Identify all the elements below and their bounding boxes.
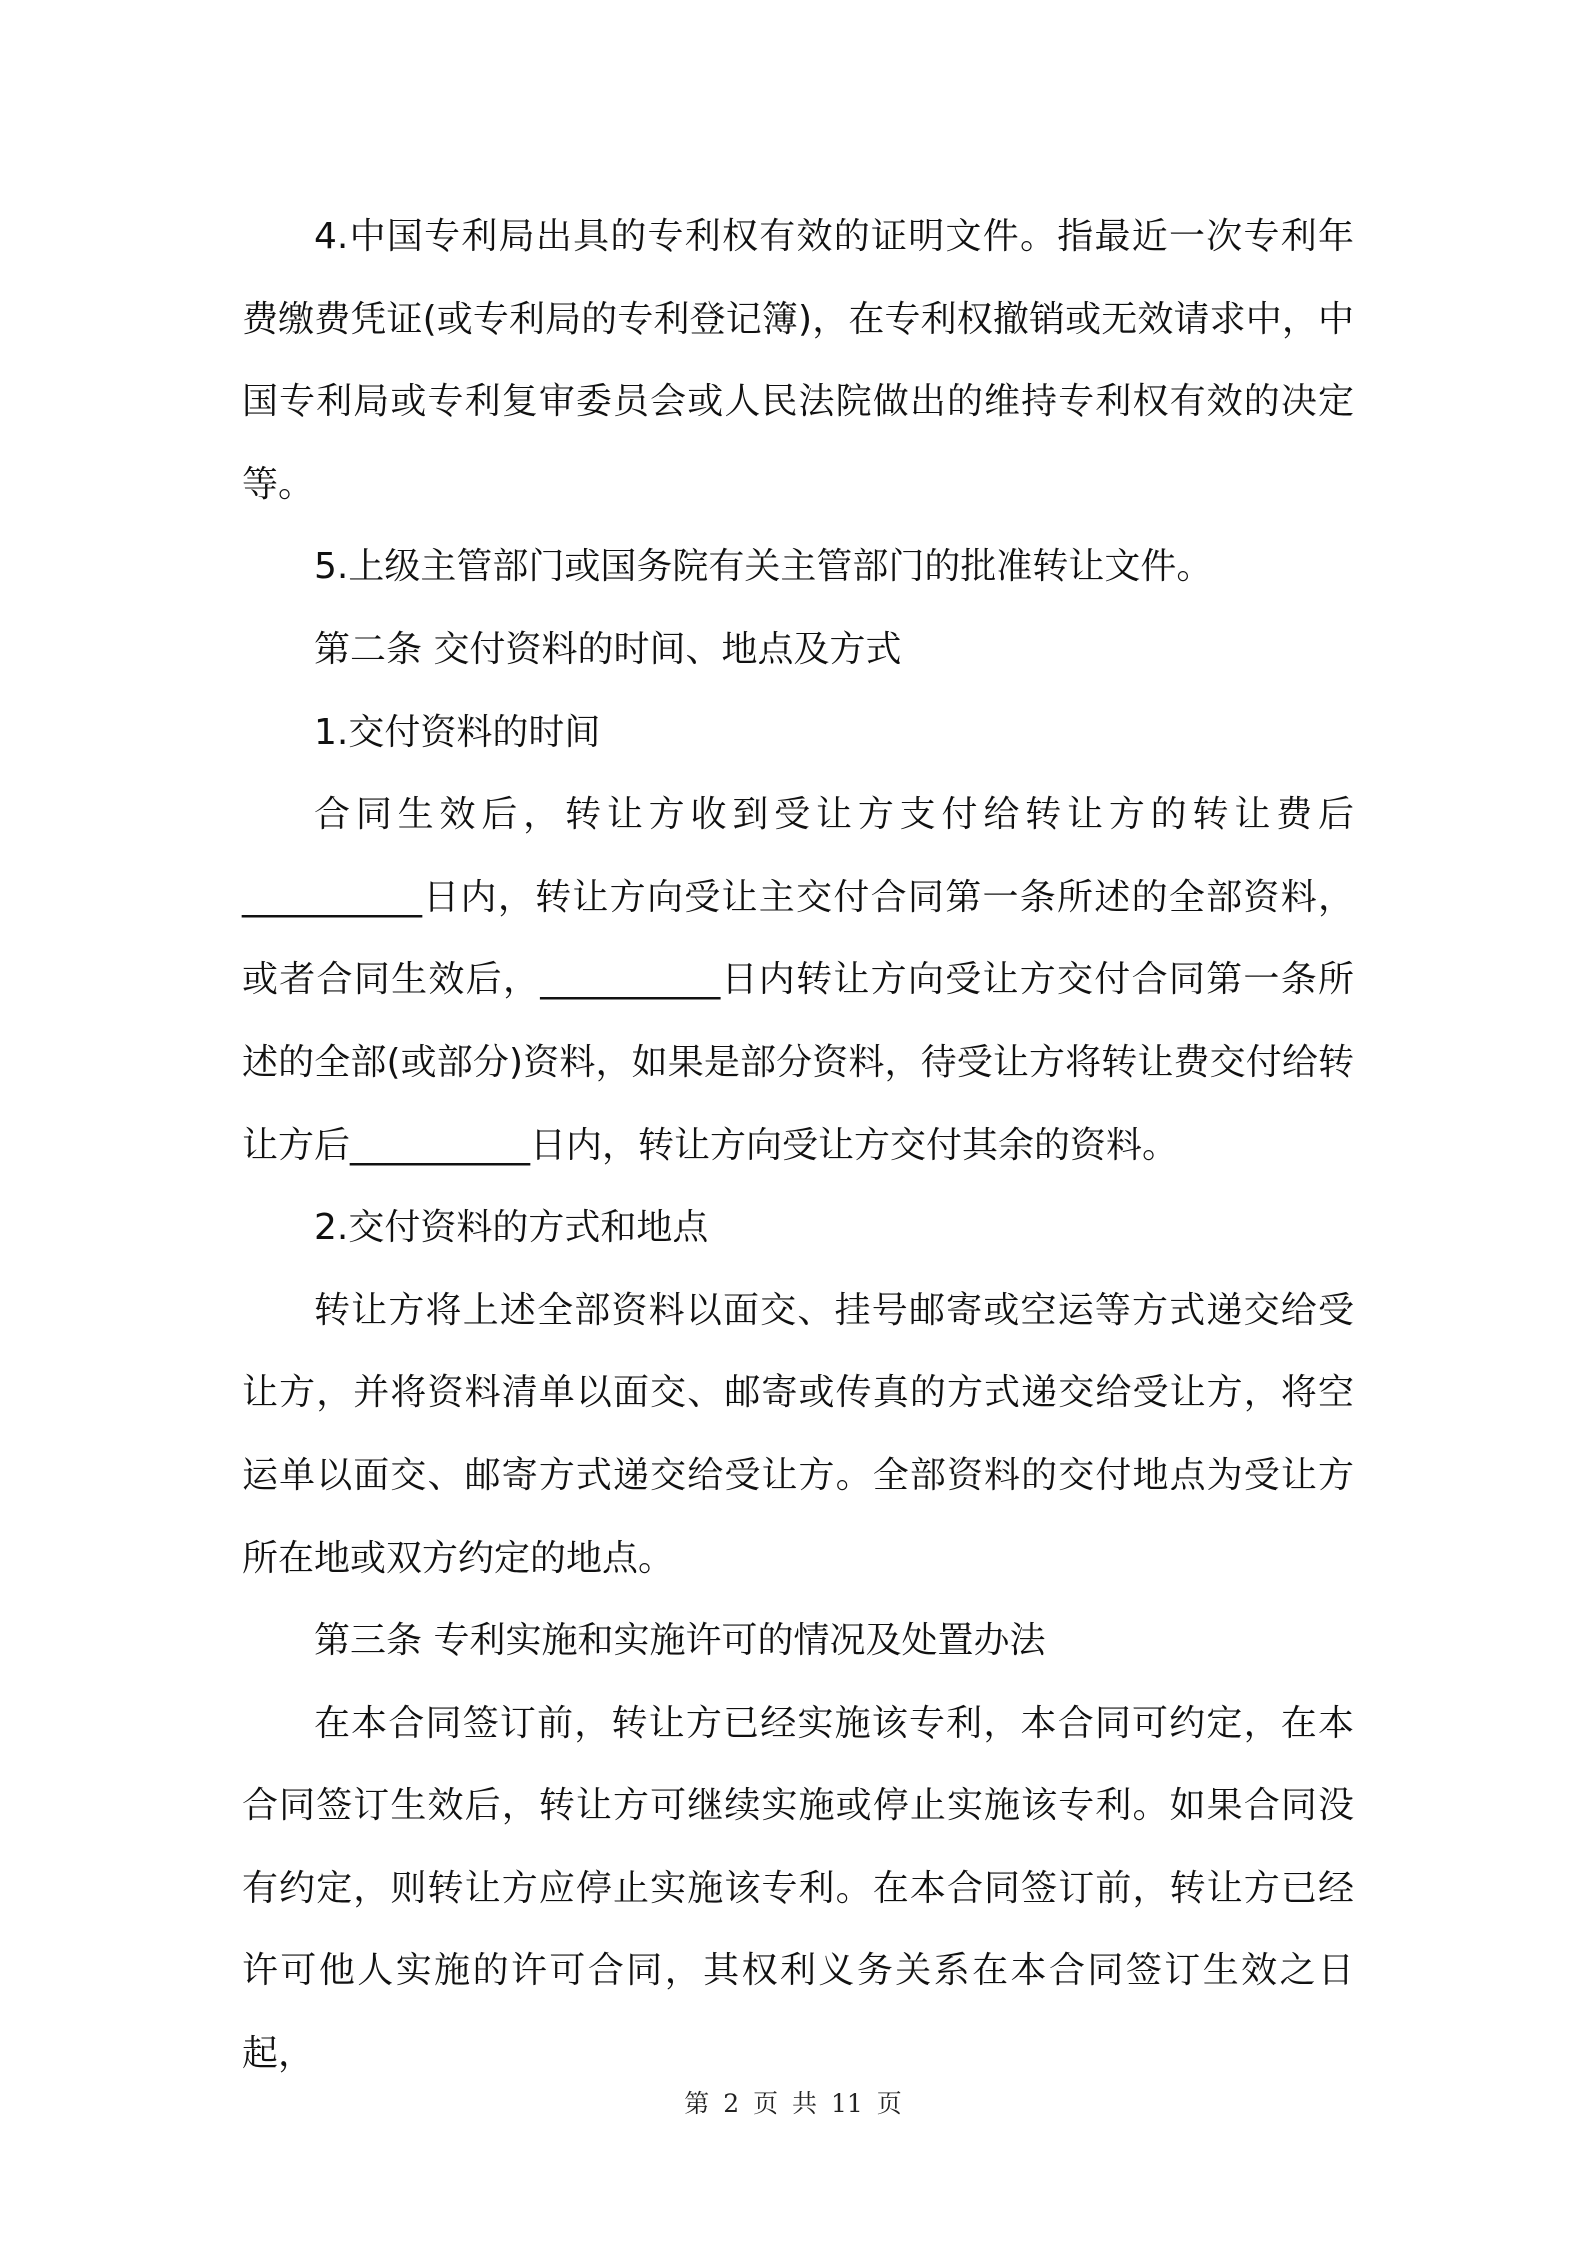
- paragraph-item-4: 4.中国专利局出具的专利权有效的证明文件。指最近一次专利年费缴费凭证(或专利局的专利登记簿)，在专利权撤销或无效请求中，中国专利局或专利复审委员会或人民法院做出的维持专利权有效的决定等。: [242, 216, 1354, 505]
- article-3-body: 在本合同签订前，转让方已经实施该专利，本合同可约定，在本合同签订生效后，转让方可继续实施或停止实施该专利。如果合同没有约定，则转让方应停止实施该专利。在本合同签订前，转让方已经许可他人实施的许可合同，其权利义务关系在本合同签订生效之日起，: [242, 1702, 1354, 2075]
- article-2-item-1-body: 合同生效后，转让方收到受让方支付给转让方的转让费后__________日内，转让方向受让主交付合同第一条所述的全部资料，或者合同生效后，__________日内转让方向受让方交付合同第一条所述的全部(或部分)资料，如果是部分资料，待受让方将转让费交付给转让方后__________日内，转让方向受让方交付其余的资料。: [242, 794, 1354, 1166]
- article-2-item-2-title: 2.交付资料的方式和地点: [314, 1207, 709, 1249]
- article-3-heading: 第三条 专利实施和实施许可的情况及处置办法: [314, 1620, 1046, 1662]
- article-2-heading: 第二条 交付资料的时间、地点及方式: [314, 628, 902, 670]
- article-2-item-2-body: 转让方将上述全部资料以面交、挂号邮寄或空运等方式递交给受让方，并将资料清单以面交、邮寄或传真的方式递交给受让方，将空运单以面交、邮寄方式递交给受让方。全部资料的交付地点为受让方所在地或双方约定的地点。: [242, 1289, 1354, 1579]
- document-body: [242, 196, 1354, 2096]
- article-2-item-1-title: 1.交付资料的时间: [314, 711, 601, 753]
- paragraph-item-5: 5.上级主管部门或国务院有关主管部门的批准转让文件。: [314, 546, 1213, 588]
- page-number-footer: 第 2 页 共 11 页: [684, 2089, 902, 2118]
